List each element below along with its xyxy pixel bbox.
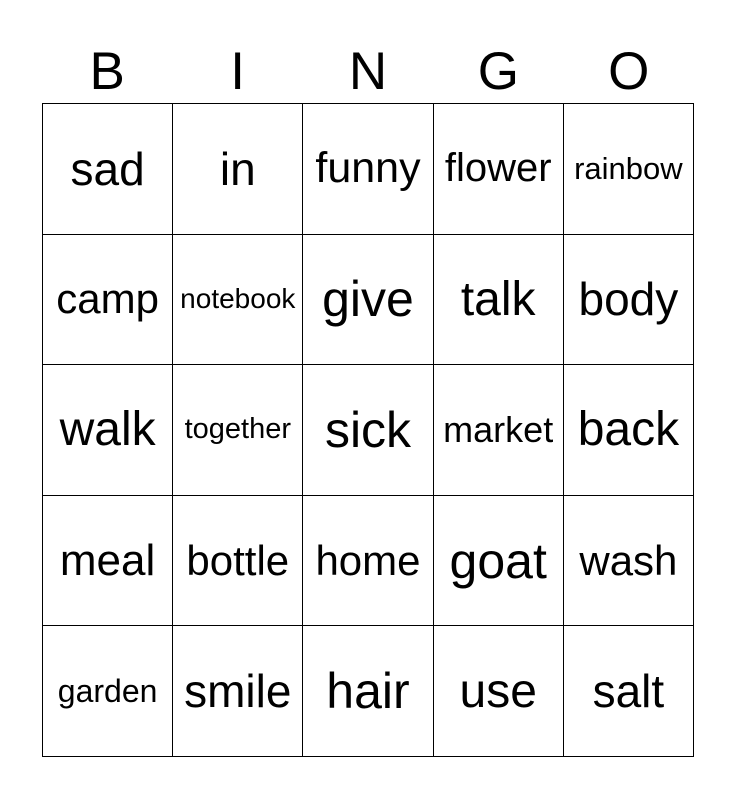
bingo-cell[interactable]: garden <box>43 626 173 757</box>
bingo-cell[interactable]: talk <box>434 235 564 366</box>
title-letter-i: I <box>230 42 245 101</box>
bingo-cell[interactable]: notebook <box>173 235 303 366</box>
title-letter-g: G <box>477 42 519 101</box>
bingo-title <box>42 42 694 101</box>
bingo-grid <box>42 103 694 757</box>
bingo-cell[interactable]: wash <box>564 496 694 627</box>
title-letter-o: O <box>608 42 650 101</box>
bingo-cell[interactable]: camp <box>43 235 173 366</box>
bingo-cell[interactable]: flower <box>434 104 564 235</box>
title-letter-b: B <box>89 42 125 101</box>
bingo-cell[interactable]: sad <box>43 104 173 235</box>
bingo-cell[interactable]: home <box>303 496 433 627</box>
bingo-cell[interactable]: back <box>564 365 694 496</box>
bingo-cell[interactable]: body <box>564 235 694 366</box>
bingo-cell[interactable]: walk <box>43 365 173 496</box>
bingo-cell[interactable]: rainbow <box>564 104 694 235</box>
bingo-cell[interactable]: salt <box>564 626 694 757</box>
bingo-cell[interactable]: use <box>434 626 564 757</box>
bingo-cell[interactable]: give <box>303 235 433 366</box>
bingo-cell[interactable]: hair <box>303 626 433 757</box>
bingo-cell[interactable]: smile <box>173 626 303 757</box>
title-letter-n: N <box>348 42 388 101</box>
bingo-cell[interactable]: market <box>434 365 564 496</box>
bingo-cell[interactable]: sick <box>303 365 433 496</box>
bingo-cell[interactable]: together <box>173 365 303 496</box>
bingo-cell[interactable]: in <box>173 104 303 235</box>
bingo-cell[interactable]: meal <box>43 496 173 627</box>
bingo-cell[interactable]: goat <box>434 496 564 627</box>
bingo-cell[interactable]: funny <box>303 104 433 235</box>
bingo-cell[interactable]: bottle <box>173 496 303 627</box>
